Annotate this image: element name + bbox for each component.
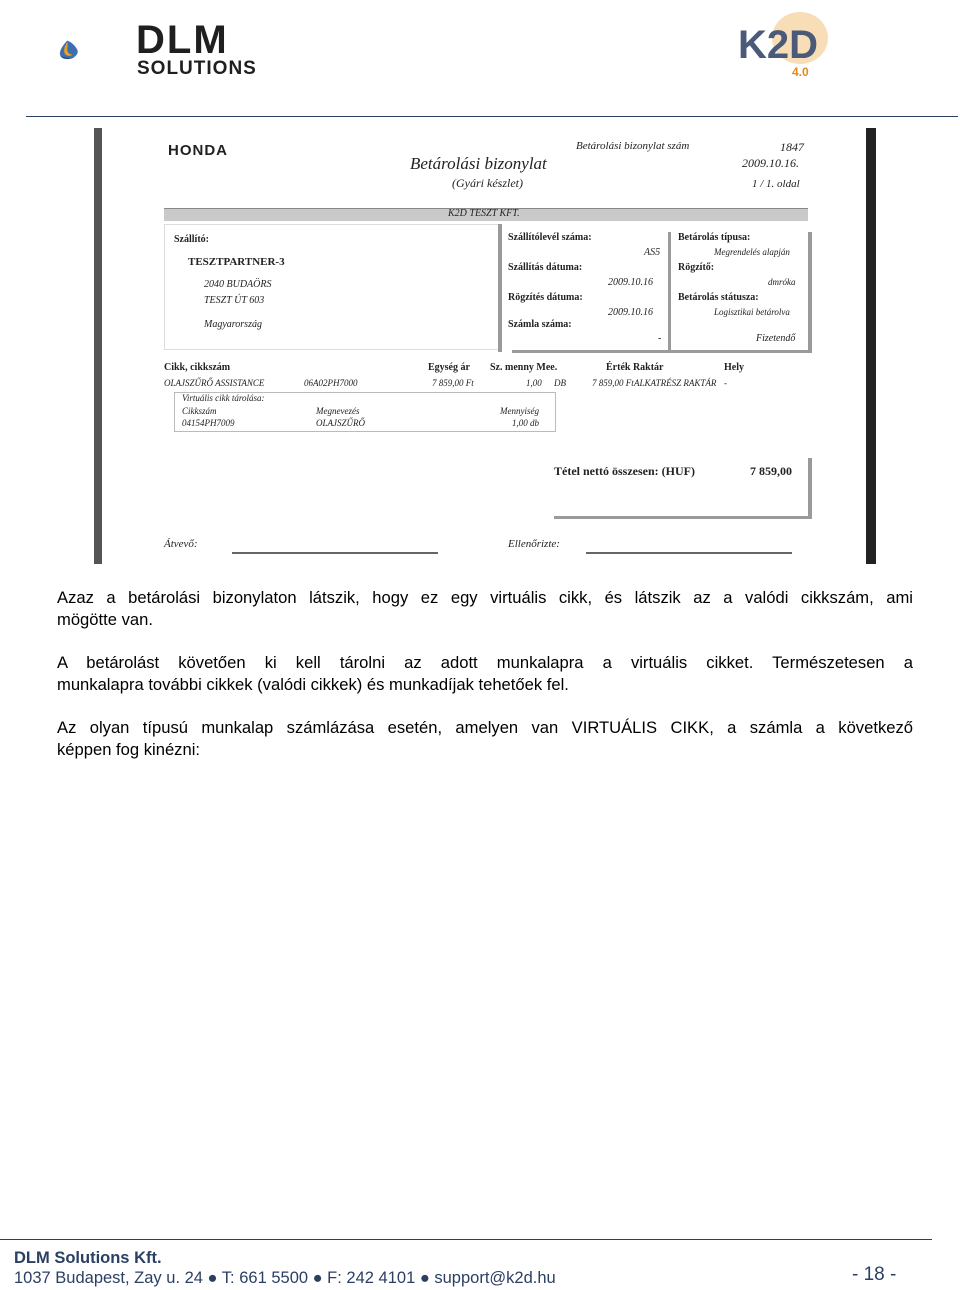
col-item: Cikk, cikkszám xyxy=(164,362,231,373)
row-price: 7 859,00 Ft xyxy=(432,378,474,388)
status-value: Logisztikai betárolva xyxy=(714,307,790,317)
dlm-logo-subtext: SOLUTIONS xyxy=(137,58,257,79)
recorder-label: Rögzítő: xyxy=(678,262,715,273)
delivery-date: 2009.10.16 xyxy=(608,277,653,288)
paragraph-line: Az olyan típusú munkalap számlázása esetén, amelyen van VIRTUÁLIS CIKK, a számla a következő xyxy=(57,718,913,737)
receiver-label: Átvevő: xyxy=(164,538,198,550)
type-label: Betárolás típusa: xyxy=(678,232,751,243)
supplier-label: Szállító: xyxy=(174,234,209,245)
doc-number-label: Betárolási bizonylat szám xyxy=(576,140,690,152)
middle-box-shadow xyxy=(668,232,671,350)
k2d-logo-icon xyxy=(734,8,864,80)
row-qty: 1,00 xyxy=(526,378,542,388)
dlm-logo-text: DLM xyxy=(136,18,229,62)
col-qty: Sz. menny Mee. xyxy=(490,362,558,373)
footer-divider xyxy=(0,1239,932,1240)
supplier-city: 2040 BUDAÖRS xyxy=(204,279,272,290)
total-label: Tétel nettó összesen: (HUF) xyxy=(554,464,695,478)
virtual-name: OLAJSZŰRŐ xyxy=(316,418,365,428)
invoice-no-label: Számla száma: xyxy=(508,319,572,330)
row-place: - xyxy=(724,378,727,388)
paragraph-line: Azaz a betárolási bizonylaton látszik, hogy ez egy virtuális cikk, és látszik az a valódi cikkszám, ami xyxy=(57,588,913,607)
virtual-qty: 1,00 db xyxy=(512,418,539,428)
dlm-logo-mark-icon xyxy=(56,18,136,82)
company-bar-text: K2D TESZT KFT. xyxy=(448,208,520,219)
paragraph-line: munkalapra további cikkek (valódi cikkek) és munkadíjak tehetőek fel. xyxy=(57,675,569,694)
total-value: 7 859,00 xyxy=(750,464,792,478)
virtual-name-label: Megnevezés xyxy=(316,406,360,416)
footer-contact: 1037 Budapest, Zay u. 24 ● T: 661 5500 ● F: 242 4101 ● support@k2d.hu xyxy=(14,1269,556,1287)
row-code: 06A02PH7000 xyxy=(304,378,358,388)
row-name: OLAJSZŰRŐ ASSISTANCE xyxy=(164,378,265,388)
paragraph-line: A betárolást követően ki kell tárolni az adott munkalapra a virtuális cikket. Természetesen a xyxy=(57,653,913,672)
record-date-label: Rögzítés dátuma: xyxy=(508,292,583,303)
paragraph-3 xyxy=(57,717,913,761)
recorder-value: dmróka xyxy=(768,277,796,287)
doc-date: 2009.10.16. xyxy=(742,156,799,170)
row-unit: DB xyxy=(554,378,566,388)
delivery-no-label: Szállítólevél száma: xyxy=(508,232,592,243)
record-date: 2009.10.16 xyxy=(608,307,653,318)
type-value: Megrendelés alapján xyxy=(714,247,790,257)
paragraph-2 xyxy=(57,652,913,696)
total-box-shadow-bottom xyxy=(554,516,812,519)
checker-signature-line xyxy=(586,552,792,554)
col-unit-price: Egység ár xyxy=(428,362,470,373)
checker-label: Ellenőrizte: xyxy=(508,538,560,550)
paragraph-line: mögötte van. xyxy=(57,610,153,629)
paid-value: Fizetendő xyxy=(756,333,796,344)
honda-logo: HONDA xyxy=(168,142,228,159)
row-store: ALKATRÉSZ RAKTÁR xyxy=(634,378,717,388)
col-place: Hely xyxy=(724,362,744,373)
supplier-street: TESZT ÚT 603 xyxy=(204,295,265,306)
doc-title: Betárolási bizonylat xyxy=(410,154,547,173)
receipt-document-image xyxy=(94,128,876,564)
k2d-version-text: 4.0 xyxy=(792,65,809,79)
supplier-country: Magyarország xyxy=(204,319,262,330)
box-bottom-shadow xyxy=(512,350,812,353)
page-number: - 18 - xyxy=(852,1264,897,1285)
supplier-name: TESZTPARTNER-3 xyxy=(188,256,285,268)
delivery-date-label: Szállítás dátuma: xyxy=(508,262,583,273)
header-divider xyxy=(26,116,958,117)
col-value: Érték Raktár xyxy=(606,362,664,373)
doc-subtitle: (Gyári készlet) xyxy=(452,176,523,190)
k2d-logo-text: K2D xyxy=(738,23,819,67)
doc-page: 1 / 1. oldal xyxy=(752,178,800,190)
invoice-no: - xyxy=(658,333,662,344)
virtual-code: 04154PH7009 xyxy=(182,418,235,428)
total-box-shadow-right xyxy=(808,458,812,518)
right-box-shadow xyxy=(808,232,812,352)
virtual-label: Virtuális cikk tárolása: xyxy=(182,393,265,403)
virtual-code-label: Cikkszám xyxy=(182,406,217,416)
paragraph-line: képpen fog kinézni: xyxy=(57,740,200,759)
row-value: 7 859,00 Ft xyxy=(592,378,634,388)
virtual-qty-label: Mennyiség xyxy=(500,406,539,416)
paragraph-1 xyxy=(57,587,913,631)
status-label: Betárolás státusza: xyxy=(678,292,759,303)
supplier-box-shadow xyxy=(498,224,502,352)
delivery-no: AS5 xyxy=(644,247,661,258)
doc-number: 1847 xyxy=(780,140,804,154)
receiver-signature-line xyxy=(232,552,438,554)
footer-company: DLM Solutions Kft. xyxy=(14,1249,162,1267)
